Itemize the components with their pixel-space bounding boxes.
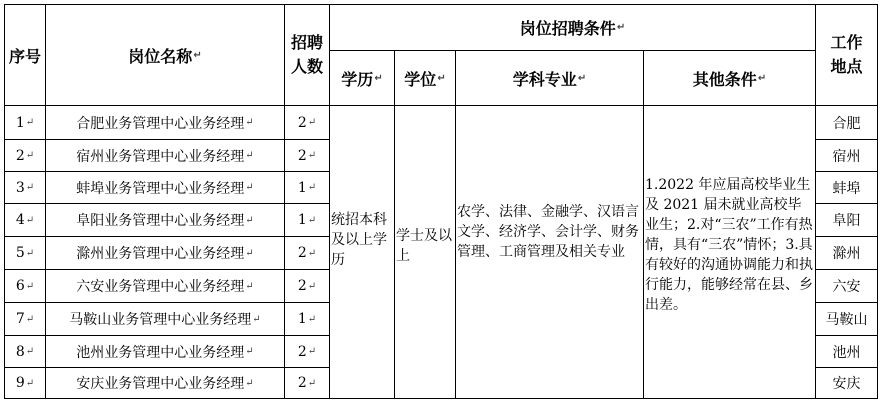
row-post-name-text: 滁州业务管理中心业务经理 — [76, 246, 245, 262]
row-count-text: 2 — [297, 245, 307, 261]
shared-other-cell — [645, 175, 813, 335]
row-seq-text: 5 — [15, 245, 25, 261]
paragraph-mark-icon: ↵ — [25, 377, 35, 389]
header-education: 学历 ↵ — [341, 69, 383, 89]
header-count: 招聘人数 — [290, 33, 323, 76]
shared-education-cell — [331, 210, 393, 290]
row-location-text: 蚌埠 — [832, 180, 861, 197]
paragraph-mark-icon: ↵ — [307, 117, 317, 128]
row-post-name — [46, 172, 284, 203]
row-count — [285, 106, 329, 139]
paragraph-mark-icon: ↵ — [25, 182, 35, 193]
row-seq — [5, 368, 45, 398]
shared-education: 统招本科及以上学历 — [331, 212, 387, 268]
row-seq — [5, 303, 45, 335]
row-seq-text: 2 — [15, 147, 25, 164]
row-count-text: 1 — [297, 179, 307, 196]
row-location — [816, 368, 877, 398]
header-major: 学科专业 ↵ — [512, 69, 587, 89]
paragraph-mark-icon: ↵ — [245, 247, 254, 259]
row-count-text: 1 — [297, 311, 307, 327]
header-seq: 序号 — [8, 46, 41, 66]
paragraph-mark-icon: ↵ — [245, 377, 254, 389]
row-count-text: 1 — [297, 212, 307, 228]
shared-major: 农学、法律、金融学、汉语言文学、经济学、会计学、财务管理、工商管理及相关专业 — [457, 204, 639, 260]
row-seq-text: 7 — [15, 311, 25, 327]
paragraph-mark-icon: ↵ — [307, 247, 317, 259]
row-location — [816, 336, 877, 367]
row-seq-text: 9 — [15, 375, 25, 391]
shared-major-cell — [457, 202, 641, 292]
row-location — [816, 204, 877, 236]
row-seq — [5, 140, 45, 171]
row-seq — [5, 237, 45, 269]
row-location — [816, 303, 877, 335]
paragraph-mark-icon: ↵ — [25, 117, 35, 128]
row-location-text: 池州 — [832, 344, 861, 361]
row-count — [285, 336, 329, 367]
row-post-name-text: 合肥业务管理中心业务经理 — [76, 115, 245, 132]
row-post-name — [46, 140, 284, 171]
row-seq — [5, 336, 45, 367]
paragraph-mark-icon: ↵ — [245, 280, 254, 292]
row-location — [816, 237, 877, 269]
paragraph-mark-icon: ↵ — [307, 377, 317, 389]
row-location-text: 合肥 — [832, 115, 861, 132]
shared-other: 1.2022 年应届高校毕业生及 2021 届未就业高校毕业生；2.对“三农”工作有热情，具有“三农”情怀；3.具有较好的沟通协调能力和执行能力，能够经常在县、乡出差。 — [645, 177, 813, 313]
header-other: 其他条件 ↵ — [692, 69, 767, 89]
paragraph-mark-icon: ↵ — [25, 346, 35, 357]
paragraph-mark-icon: ↵ — [25, 214, 35, 226]
row-location — [816, 172, 877, 203]
row-location-text: 马鞍山 — [825, 312, 868, 328]
row-location-text: 滁州 — [832, 246, 861, 262]
row-seq — [5, 270, 45, 302]
row-post-name-text: 宿州业务管理中心业务经理 — [76, 148, 245, 165]
row-count — [285, 368, 329, 398]
paragraph-mark-icon: ↵ — [245, 117, 254, 128]
row-post-name — [46, 237, 284, 269]
paragraph-mark-icon: ↵ — [245, 214, 254, 226]
row-count — [285, 140, 329, 171]
row-count — [285, 204, 329, 236]
header-count-cell — [285, 5, 329, 105]
row-post-name-text: 安庆业务管理中心业务经理 — [76, 376, 245, 392]
row-location — [816, 140, 877, 171]
paragraph-mark-icon: ↵ — [307, 346, 317, 357]
row-post-name — [46, 270, 284, 302]
row-count-text: 2 — [297, 375, 307, 391]
paragraph-mark-icon: ↵ — [25, 313, 35, 325]
paragraph-mark-icon: ↵ — [307, 182, 317, 193]
row-seq-text: 3 — [15, 179, 25, 196]
row-seq — [5, 106, 45, 139]
row-count — [285, 237, 329, 269]
row-seq — [5, 172, 45, 203]
row-count-text: 2 — [297, 147, 307, 164]
row-post-name — [46, 368, 284, 398]
row-post-name — [46, 106, 284, 139]
row-post-name — [46, 204, 284, 236]
paragraph-mark-icon: ↵ — [25, 247, 35, 259]
row-post-name-text: 马鞍山业务管理中心业务经理 — [69, 312, 252, 328]
header-conditions-group: 岗位招聘条件 ↵ — [519, 19, 626, 38]
header-post-name: 岗位名称 ↵ — [128, 46, 202, 66]
row-count-text: 2 — [297, 114, 307, 131]
row-count-text: 2 — [297, 343, 307, 360]
paragraph-mark-icon: ↵ — [307, 280, 317, 292]
row-count — [285, 172, 329, 203]
row-seq-text: 1 — [15, 114, 25, 131]
paragraph-mark-icon: ↵ — [25, 280, 35, 292]
row-post-name-text: 蚌埠业务管理中心业务经理 — [76, 180, 245, 197]
row-count-text: 2 — [297, 278, 307, 294]
row-location — [816, 106, 877, 139]
paragraph-mark-icon: ↵ — [307, 150, 317, 161]
row-post-name — [46, 336, 284, 367]
row-location-text: 安庆 — [832, 376, 861, 392]
shared-degree: 学士及以上 — [396, 228, 452, 264]
row-post-name-text: 池州业务管理中心业务经理 — [76, 344, 245, 361]
shared-degree-cell — [396, 226, 454, 276]
row-seq-text: 8 — [15, 343, 25, 360]
row-seq — [5, 204, 45, 236]
paragraph-mark-icon: ↵ — [245, 150, 254, 161]
row-seq-text: 4 — [15, 212, 25, 228]
row-post-name-text: 六安业务管理中心业务经理 — [76, 279, 245, 295]
paragraph-mark-icon: ↵ — [307, 313, 317, 325]
row-location — [816, 270, 877, 302]
header-degree: 学位 ↵ — [404, 69, 446, 89]
row-post-name-text: 阜阳业务管理中心业务经理 — [76, 213, 245, 229]
row-location-text: 六安 — [832, 279, 861, 295]
row-post-name — [46, 303, 284, 335]
row-count — [285, 270, 329, 302]
paragraph-mark-icon: ↵ — [245, 346, 254, 357]
paragraph-mark-icon: ↵ — [252, 313, 261, 325]
header-location: 工作地点 — [830, 33, 863, 76]
row-seq-text: 6 — [15, 278, 25, 294]
header-location-cell — [816, 5, 877, 105]
paragraph-mark-icon: ↵ — [245, 182, 254, 193]
row-location-text: 宿州 — [832, 148, 861, 165]
paragraph-mark-icon: ↵ — [307, 214, 317, 226]
paragraph-mark-icon: ↵ — [25, 150, 35, 161]
row-count — [285, 303, 329, 335]
row-location-text: 阜阳 — [832, 213, 861, 229]
